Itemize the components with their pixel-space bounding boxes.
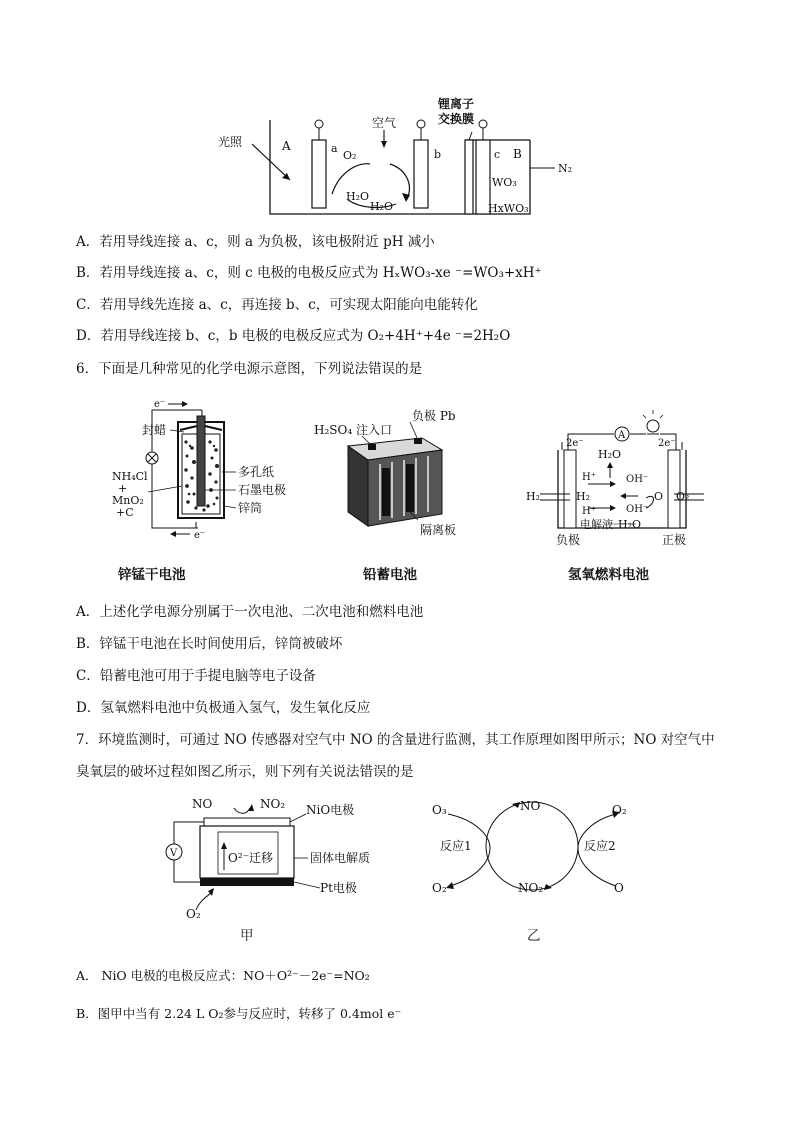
yi-o-label: O [614,881,624,895]
jia-caption: 甲 [240,928,254,944]
zn-paper-label: 多孔纸 [238,465,275,479]
jia-o2-label: O₂ [186,907,201,921]
q5-option-b: B．若用导线连接 a、c，则 c 电极的电极反应式为 HₓWO₃-xe ⁻=WO₃+xH⁺ [76,265,542,281]
h2-electrolyte: 电解液 [580,518,613,531]
fig1-light-label: 光照 [218,135,243,149]
q7-stem-line2: 臭氧层的破坏过程如图乙所示，则下列有关说法错误的是 [76,764,414,780]
figure-zinc-manganese-cell [108,396,298,546]
h2-oh-1: OH⁻ [626,474,649,485]
h2-o-inner: O [654,490,664,503]
jia-solid-label: 固体电解质 [310,851,371,865]
jia-pt-label: Pt电极 [320,881,357,895]
fig1-air-label: 空气 [372,116,397,130]
jia-migration-label: O²⁻迁移 [228,851,273,865]
pb-sep-label: 隔离板 [420,523,457,537]
h2-h2-inner: H₂ [576,490,591,503]
fig1-c-label: c [494,148,501,161]
zn-c-label: +C [116,506,134,519]
jia-no2-label: NO₂ [260,797,286,811]
h2-hplus-2: H⁺ [582,506,596,517]
fig1-B-label: B [513,147,522,161]
h2-h2o-top: H₂O [598,448,622,461]
q5-option-d: D．若用导线连接 b、c，b 电极的电极反应式为 O₂+4H⁺+4e ⁻=2H₂O [76,328,511,344]
h2-o2-in: O₂ [676,490,690,503]
jia-no-label: NO [192,797,213,811]
jia-nio-label: NiO电极 [306,803,355,817]
q7-stem-line1: 7．环境监测时，可通过 NO 传感器对空气中 NO 的含量进行监测，其工作原理如图甲所示；NO 对空气中 [76,732,715,748]
q5-option-c: C．若用导线先连接 a、c，再连接 b、c，可实现太阳能向电能转化 [76,297,478,313]
h2-pos: 正极 [662,533,687,547]
fig1-hxwo3-label: HxWO₃ [488,202,529,215]
h2-meter: A [618,430,626,441]
fig1-n2-label: N₂ [558,162,573,175]
figure-jia-no-sensor [156,792,396,942]
fig1-membrane-label-1: 锂离子 [438,97,475,111]
zn-zinc-label: 锌筒 [238,501,263,515]
q6-option-c: C．铅蓄电池可用于手提电脑等电子设备 [76,668,316,684]
fig1-A-label: A [282,139,291,153]
zn-nh4cl-label: NH₄Cl [112,470,148,483]
yi-no2-label: NO₂ [518,881,544,895]
yi-o2-bottom-label: O₂ [432,881,447,895]
zn-graphite-label: 石墨电极 [238,483,287,497]
zn-caption: 锌锰干电池 [118,567,186,583]
h2-h2-in: H₂ [526,490,541,503]
figure-lead-acid-battery [310,408,480,548]
h2-h2o-bottom: H₂O [618,518,642,531]
jia-v-label: V [170,848,178,859]
h2-hplus-1: H⁺ [582,472,596,483]
pb-inlet-label: H₂SO₄ 注入口 [314,423,392,437]
h2-caption: 氢氧燃料电池 [568,567,649,583]
q7-option-a: A． NiO 电极的电极反应式：NO＋O²⁻－2e⁻=NO₂ [76,968,370,983]
fig1-a-label: a [331,142,338,155]
yi-o2-top-label: O₂ [612,803,627,817]
yi-no-label: NO [520,799,541,813]
yi-o3-label: O₃ [432,803,447,817]
figure-fuel-cell [526,404,706,552]
q6-option-a: A．上述化学电源分别属于一次电池、二次电池和燃料电池 [76,604,424,620]
pb-neg-label: 负极 Pb [412,409,456,423]
zn-e-bottom: e⁻ [194,530,206,541]
fig1-b-label: b [434,148,442,161]
yi-r2-label: 反应2 [584,839,616,853]
q5-option-a: A．若用导线连接 a、c，则 a 为负极，该电极附近 pH 减小 [76,234,435,250]
yi-r1-label: 反应1 [440,839,472,853]
zn-plus-label: + [118,482,128,495]
q6-option-d: D．氢氧燃料电池中负极通入氢气，发生氧化反应 [76,700,371,716]
fig1-h2o-label-2: H₂O [370,200,394,213]
fig1-membrane-label-2: 交换膜 [438,112,475,126]
fig1-h2o-label-1: H₂O [346,190,370,203]
zn-mno2-label: MnO₂ [112,494,144,507]
figure-yi-ozone-cycle [420,792,650,922]
zn-wax-label: 封蜡 [142,423,167,437]
q7-option-b: B．图甲中当有 2.24 L O₂参与反应时，转移了 0.4mol e⁻ [76,1006,402,1021]
pb-caption: 铅蓄电池 [363,567,417,583]
fig1-wo3-label: WO₃ [492,176,517,189]
h2-e-left: 2e⁻ [566,438,584,449]
h2-oh-2: OH⁻ [626,504,649,515]
zn-e-top: e⁻ [154,399,166,410]
yi-caption: 乙 [527,928,541,944]
q6-option-b: B．锌锰干电池在长时间使用后，锌筒被破坏 [76,636,343,652]
q6-stem: 6．下面是几种常见的化学电源示意图，下列说法错误的是 [76,361,423,377]
figure-photo-cell [210,92,590,222]
h2-e-right: 2e⁻ [658,438,676,449]
h2-neg: 负极 [556,533,581,547]
fig1-o2-label: O₂ [343,149,357,162]
